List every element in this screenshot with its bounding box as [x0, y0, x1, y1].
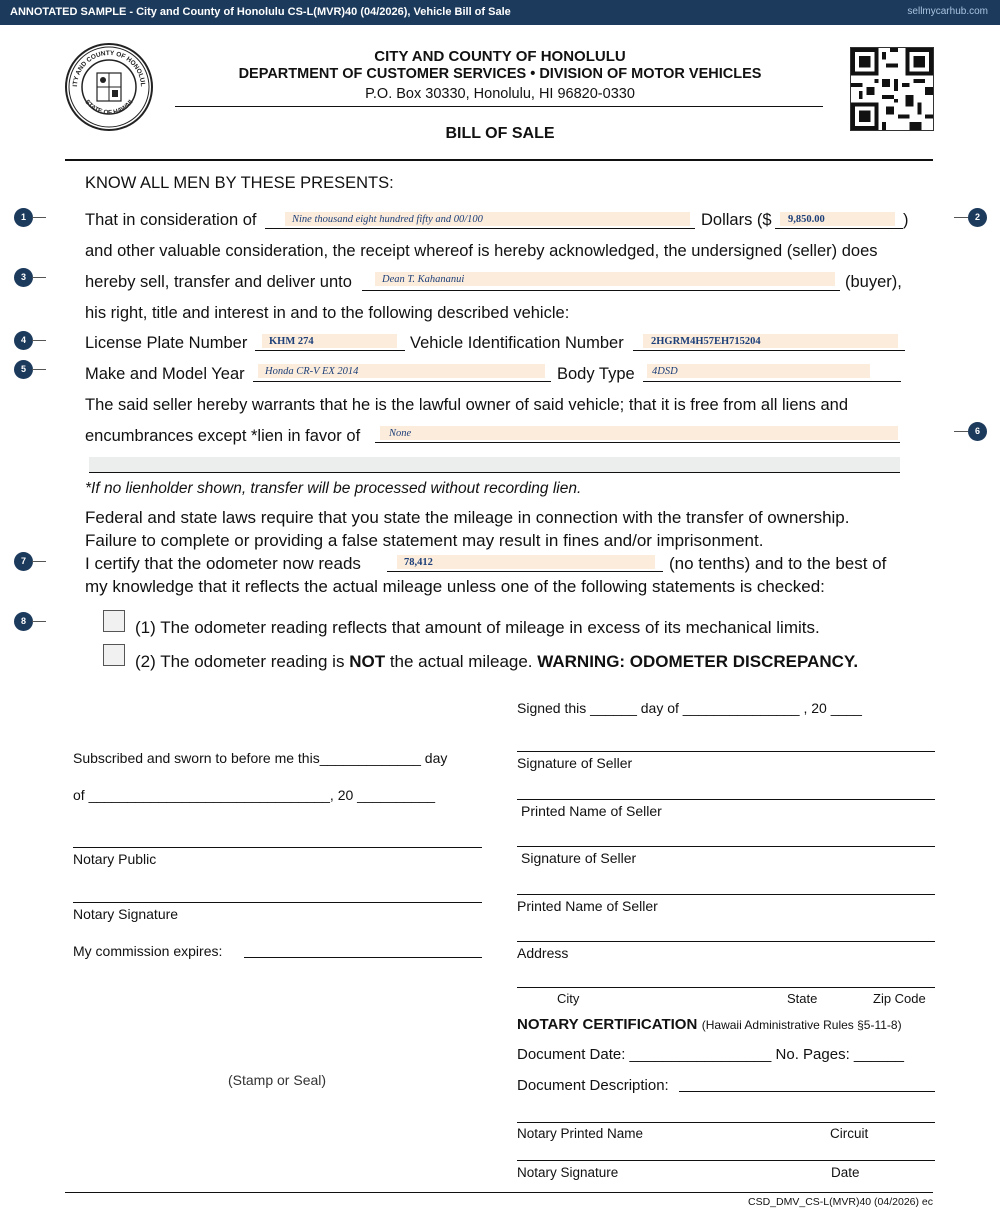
notary-public-label: Notary Public: [73, 851, 157, 867]
seller-printed-2-line[interactable]: [517, 894, 935, 895]
encumbrance-label: encumbrances except *lien in favor of: [85, 427, 361, 445]
vin-underline: [633, 350, 905, 351]
knowledge-line: my knowledge that it reflects the actual mileage unless one of the following statements is checked:: [85, 577, 825, 596]
notary-signature-cert-label: Notary Signature: [517, 1165, 619, 1180]
amount-num-underline: [775, 228, 903, 229]
plate-underline: [255, 350, 405, 351]
federal-law-line: Federal and state laws require that you state the mileage in connection with the transfer of ownership.: [85, 508, 850, 527]
seller-signature-1-line[interactable]: [517, 751, 935, 752]
checkbox-not-actual-label: [135, 652, 858, 672]
footer-rule: [65, 1192, 933, 1193]
marker-line-8: [32, 621, 46, 622]
checkbox-not-actual-mileage[interactable]: [103, 644, 125, 666]
checkbox-mechanical-limits-label: (1) The odometer reading reflects that amount of mileage in excess of its mechanical limits.: [135, 618, 820, 637]
annotation-marker-6[interactable]: 6: [968, 422, 987, 441]
consideration-label: That in consideration of: [85, 211, 257, 229]
annotation-marker-3[interactable]: 3: [14, 268, 33, 287]
notary-printed-name-label: Notary Printed Name: [517, 1126, 644, 1141]
seller-printed-1-label: Printed Name of Seller: [521, 803, 662, 819]
seller-signature-2-label: Signature of Seller: [521, 850, 637, 866]
annotation-banner: [0, 0, 1000, 25]
buyer-value: Dean T. Kahananui: [382, 274, 465, 285]
annotation-marker-1[interactable]: 1: [14, 208, 33, 227]
address-label: Address: [517, 945, 569, 961]
state-label: State: [787, 991, 818, 1006]
lien-underline: [375, 442, 900, 443]
body-type-label: Body Type: [557, 365, 635, 383]
checkbox-mechanical-limits[interactable]: [103, 610, 125, 632]
document-description-label: Document Description:: [517, 1077, 669, 1094]
seller-signature-2-line[interactable]: [517, 846, 935, 847]
marker-line-4: [32, 340, 46, 341]
lien-field[interactable]: [380, 426, 898, 440]
amount-words-value: Nine thousand eight hundred fifty and 00/100: [292, 214, 483, 225]
marker-line-2: [954, 217, 968, 218]
notary-date-label: Date: [831, 1165, 860, 1180]
body-type-field[interactable]: [647, 364, 870, 378]
notary-public-line[interactable]: [73, 847, 482, 848]
qr-code-icon: [850, 47, 934, 131]
right-title-line: his right, title and interest in and to the following described vehicle:: [85, 304, 570, 322]
stamp-seal-label: (Stamp or Seal): [228, 1072, 327, 1088]
buyer-label: (buyer),: [845, 273, 902, 291]
plate-value: KHM 274: [269, 336, 314, 347]
no-tenths-label: (no tenths) and to the best of: [669, 554, 887, 573]
banner-title: ANNOTATED SAMPLE - City and County of Honolulu CS-L(MVR)40 (04/2026), Vehicle Bill of Sale: [10, 6, 511, 18]
circuit-label: Circuit: [830, 1126, 869, 1141]
city-label: City: [557, 991, 580, 1006]
annotation-marker-7[interactable]: 7: [14, 552, 33, 571]
zip-label: Zip Code: [873, 991, 926, 1006]
document-date-line[interactable]: Document Date: _________________ No. Pages: ______: [517, 1046, 904, 1063]
check2-text-a: (2) The odometer reading is: [135, 652, 345, 671]
honolulu-seal-icon: [65, 43, 153, 131]
signed-this-line[interactable]: Signed this ______ day of _______________ , 20 ____: [517, 700, 862, 716]
notary-cert-heading: [517, 1016, 902, 1034]
header-rule: [175, 106, 823, 107]
svg-text:STATE OF HAWAII: STATE OF HAWAII: [83, 98, 135, 117]
sworn-date-line[interactable]: of _______________________________, 20 __________: [73, 787, 436, 803]
subscribed-sworn-line[interactable]: Subscribed and sworn to before me this_____________ day: [73, 750, 448, 766]
banner-site-link[interactable]: sellmycarhub.com: [907, 6, 988, 17]
address-line[interactable]: [517, 941, 935, 942]
notary-cert-rules: (Hawaii Administrative Rules §5-11-8): [701, 1018, 902, 1032]
svg-text:CITY AND COUNTY OF HONOLULU: ITY AND COUNTY OF HONOLUL: [71, 49, 147, 87]
marker-line-6: [954, 431, 968, 432]
notary-printed-name-line[interactable]: [517, 1122, 935, 1123]
annotation-marker-5[interactable]: 5: [14, 360, 33, 379]
plate-label: License Plate Number: [85, 334, 248, 352]
dollars-close: ): [903, 211, 909, 229]
commission-expires-label: My commission expires:: [73, 943, 223, 959]
commission-expires-line[interactable]: [244, 957, 482, 958]
make-year-label: Make and Model Year: [85, 365, 245, 383]
make-underline: [253, 381, 551, 382]
lien-extra-line[interactable]: [89, 457, 900, 473]
marker-line-3: [32, 277, 46, 278]
lien-note: *If no lienholder shown, transfer will be processed without recording lien.: [85, 480, 582, 497]
body-type-value: 4DSD: [652, 366, 678, 377]
seller-signature-1-label: Signature of Seller: [517, 755, 633, 771]
seller-printed-2-label: Printed Name of Seller: [517, 898, 658, 914]
city-state-zip-line[interactable]: [517, 987, 935, 988]
marker-line-1: [32, 217, 46, 218]
seller-printed-1-line[interactable]: [517, 799, 935, 800]
header-city: CITY AND COUNTY OF HONOLULU: [374, 48, 626, 65]
check2-text-b: the actual mileage.: [389, 652, 533, 671]
annotation-marker-4[interactable]: 4: [14, 331, 33, 350]
notary-signature-label: Notary Signature: [73, 906, 179, 922]
annotation-marker-2[interactable]: 2: [968, 208, 987, 227]
header-department: DEPARTMENT OF CUSTOMER SERVICES • DIVISION OF MOTOR VEHICLES: [238, 66, 762, 82]
false-statement-line: Failure to complete or providing a false statement may result in fines and/or imprisonment.: [85, 531, 764, 550]
receipt-line: and other valuable consideration, the receipt whereof is hereby acknowledged, the undersigned (seller) does: [85, 242, 878, 260]
notary-cert-title: NOTARY CERTIFICATION: [517, 1016, 698, 1033]
odometer-value: 78,412: [404, 557, 433, 568]
amount-number-value: 9,850.00: [788, 214, 825, 225]
marker-line-5: [32, 369, 46, 370]
odometer-certify-label: I certify that the odometer now reads: [85, 554, 361, 573]
vin-value: 2HGRM4H57EH715204: [651, 336, 761, 347]
amount-words-underline: [265, 228, 695, 229]
check2-not: NOT: [349, 652, 386, 671]
marker-line-7: [32, 561, 46, 562]
make-year-value: Honda CR-V EX 2014: [265, 366, 359, 377]
document-description-line[interactable]: [679, 1091, 935, 1092]
odometer-warning: WARNING: ODOMETER DISCREPANCY.: [537, 652, 859, 671]
know-all-heading: KNOW ALL MEN BY THESE PRESENTS:: [85, 174, 394, 192]
vin-label: Vehicle Identification Number: [410, 334, 624, 352]
lien-value: None: [389, 428, 412, 439]
header-bottom-rule: [65, 159, 933, 161]
sell-line: hereby sell, transfer and deliver unto: [85, 273, 352, 291]
header-address: P.O. Box 30330, Honolulu, HI 96820-0330: [365, 86, 635, 102]
warrant-line: The said seller hereby warrants that he is the lawful owner of said vehicle; that it is free from all liens and: [85, 396, 849, 414]
odometer-underline: [387, 571, 663, 572]
odometer-field[interactable]: [397, 555, 655, 569]
body-type-underline: [643, 381, 901, 382]
form-id: CSD_DMV_CS-L(MVR)40 (04/2026) ec: [748, 1196, 933, 1208]
dollars-label: Dollars ($: [701, 211, 772, 229]
annotation-marker-8[interactable]: 8: [14, 612, 33, 631]
notary-signature-line[interactable]: [73, 902, 482, 903]
buyer-underline: [362, 290, 840, 291]
form-title: BILL OF SALE: [445, 125, 555, 142]
notary-signature-cert-line[interactable]: [517, 1160, 935, 1161]
